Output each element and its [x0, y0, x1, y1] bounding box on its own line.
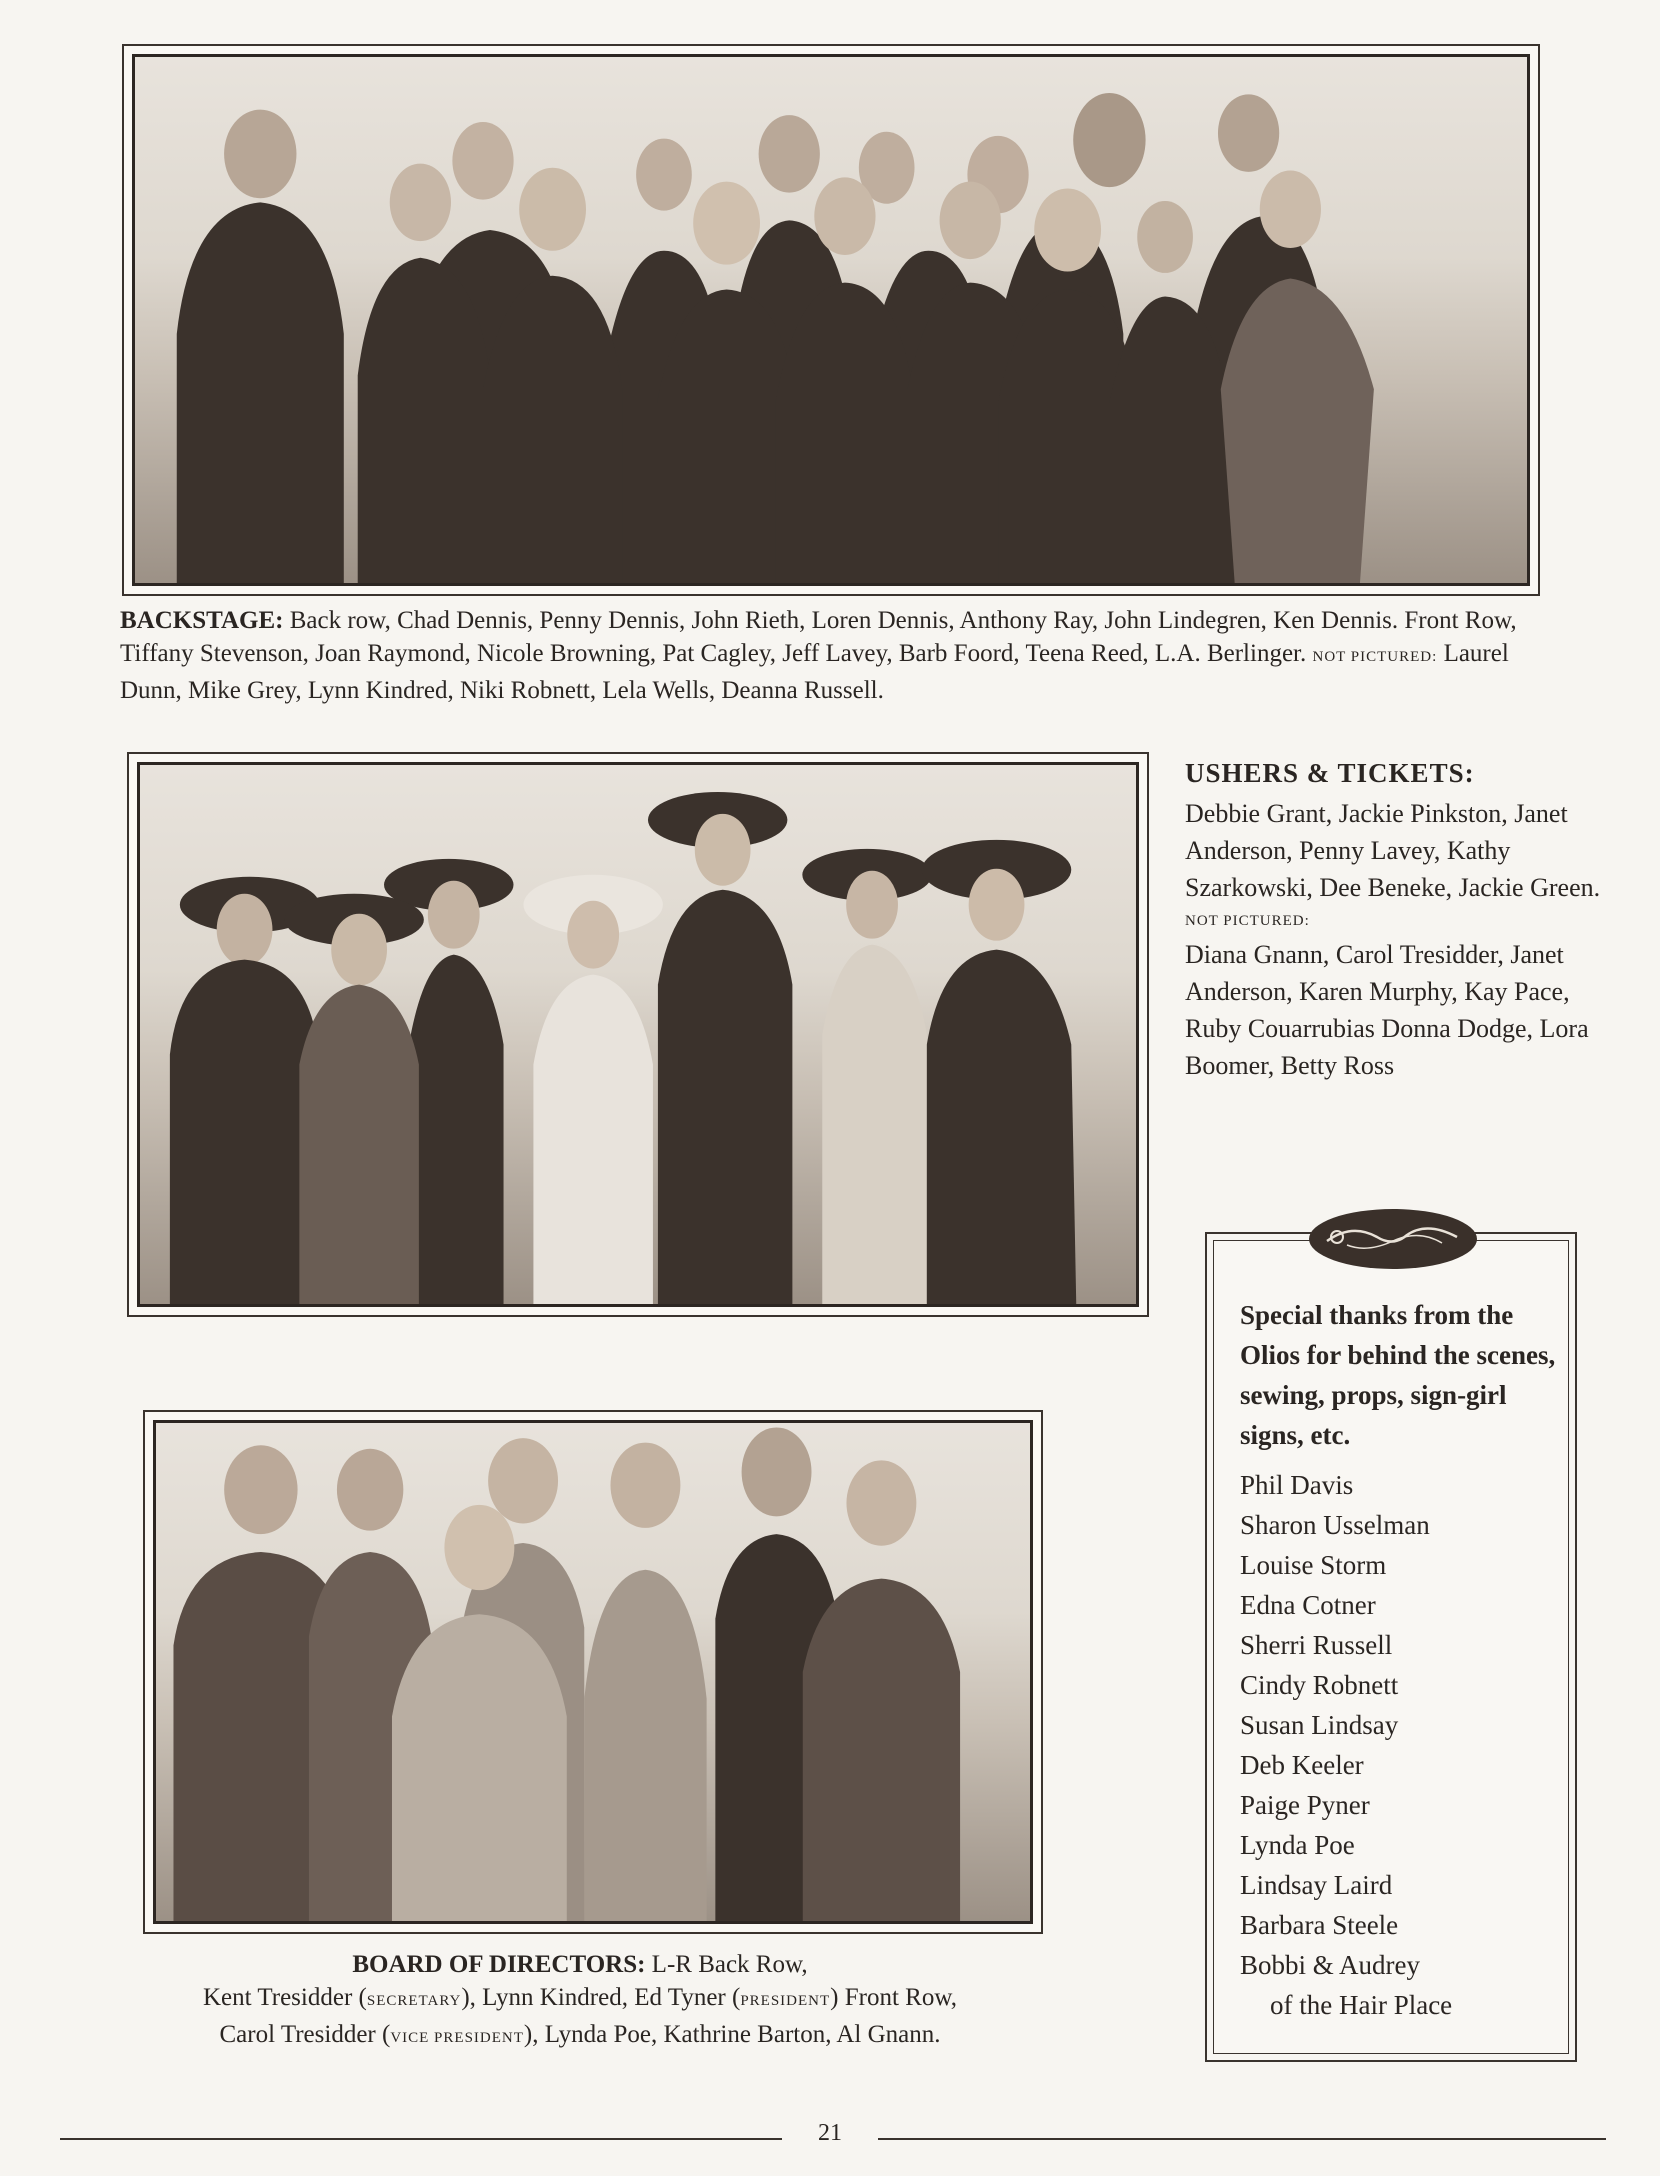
thanks-name: Cindy Robnett	[1240, 1670, 1399, 1700]
board-caption-title: BOARD OF DIRECTORS:	[352, 1951, 646, 1978]
thanks-name-continuation: of the Hair Place	[1270, 1990, 1453, 2020]
thanks-name: Sharon Usselman	[1240, 1510, 1430, 1540]
backstage-caption	[120, 604, 1550, 707]
backstage-not-pictured-names: Laurel Dunn, Mike Grey, Lynn Kindred, Niki Robnett, Lela Wells, Deanna Russell.	[120, 640, 1509, 704]
thanks-name: Lynda Poe	[1240, 1830, 1355, 1860]
backstage-not-pictured-label: NOT PICTURED:	[1312, 649, 1438, 665]
ushers-names: Debbie Grant, Jackie Pinkston, Janet Anderson, Penny Lavey, Kathy Szarkowski, Dee Beneke, Jackie Green.	[1185, 799, 1601, 902]
board-caption-line-2	[100, 1981, 1060, 2018]
footer-rule-left	[60, 2138, 782, 2140]
special-thanks-title: Special thanks from the Olios for behind the scenes, sewing, props, sign-girl signs, etc.	[1240, 1300, 1556, 1450]
ushers-group-photo	[137, 762, 1139, 1307]
board-names-d: Carol Tresidder (	[219, 2021, 391, 2048]
board-names-e: ), Lynda Poe, Kathrine Barton, Al Gnann.	[523, 2021, 941, 2048]
backstage-photo-figures	[135, 57, 1527, 583]
secretary-label: SECRETARY	[366, 1993, 462, 2009]
board-names-b: ), Lynn Kindred, Ed Tyner (	[461, 1984, 741, 2011]
thanks-name: Edna Cotner	[1240, 1590, 1376, 1620]
ushers-photo-figures	[140, 765, 1136, 1304]
thanks-name: Louise Storm	[1240, 1550, 1387, 1580]
thanks-name: Phil Davis	[1240, 1470, 1354, 1500]
backstage-photo-frame	[122, 44, 1540, 596]
ushers-tickets-text	[1185, 795, 1615, 1084]
thanks-name: Lindsay Laird	[1240, 1870, 1393, 1900]
ushers-not-pictured-names: Diana Gnann, Carol Tresidder, Janet Anderson, Karen Murphy, Kay Pace, Ruby Couarrubias Donna Dodge, Lora Boomer, Betty Ross	[1185, 940, 1589, 1080]
special-thanks-list	[1240, 1465, 1452, 2025]
board-group-photo	[153, 1420, 1033, 1924]
ushers-tickets-title: USHERS & TICKETS:	[1185, 758, 1475, 788]
thanks-name: Deb Keeler	[1240, 1750, 1364, 1780]
backstage-caption-text: Back row, Chad Dennis, Penny Dennis, John Rieth, Loren Dennis, Anthony Ray, John Lindegren, Ken Dennis. Front Row, Tiffany Stevenson, Joan Raymond, Nicole Browning, Pat Cagley, Jeff Lavey, Barb Foord, Teena Reed, L.A. Berlinger.	[120, 607, 1517, 667]
vice-president-label: VICE PRESIDENT	[390, 2030, 524, 2046]
thanks-name: Paige Pyner	[1240, 1790, 1370, 1820]
ushers-not-pictured-label: NOT PICTURED:	[1185, 913, 1310, 929]
thanks-name: Susan Lindsay	[1240, 1710, 1399, 1740]
ornament-flourish-icon	[1307, 1207, 1479, 1271]
backstage-group-photo	[132, 54, 1530, 586]
board-caption-line-3	[100, 2018, 1060, 2055]
thanks-name: Bobbi & Audrey	[1240, 1950, 1420, 1980]
ushers-photo-frame	[127, 752, 1149, 1317]
page-number: 21	[818, 2120, 842, 2146]
board-names-a: Kent Tresidder (	[202, 1984, 367, 2011]
board-caption-back-row: L-R Back Row,	[651, 1951, 808, 1978]
board-caption	[100, 1948, 1060, 2055]
board-photo-frame	[143, 1410, 1043, 1934]
president-label: PRESIDENT	[740, 1993, 831, 2009]
footer-rule-right	[878, 2138, 1606, 2140]
board-names-c: ) Front Row,	[830, 1984, 958, 2011]
thanks-name: Sherri Russell	[1240, 1630, 1393, 1660]
board-photo-figures	[156, 1423, 1030, 1921]
board-caption-line-1	[100, 1948, 1060, 1981]
special-thanks-box	[1205, 1232, 1577, 2062]
backstage-caption-title: BACKSTAGE:	[120, 607, 284, 634]
thanks-name: Barbara Steele	[1240, 1910, 1399, 1940]
special-thanks-inner	[1213, 1240, 1569, 2054]
